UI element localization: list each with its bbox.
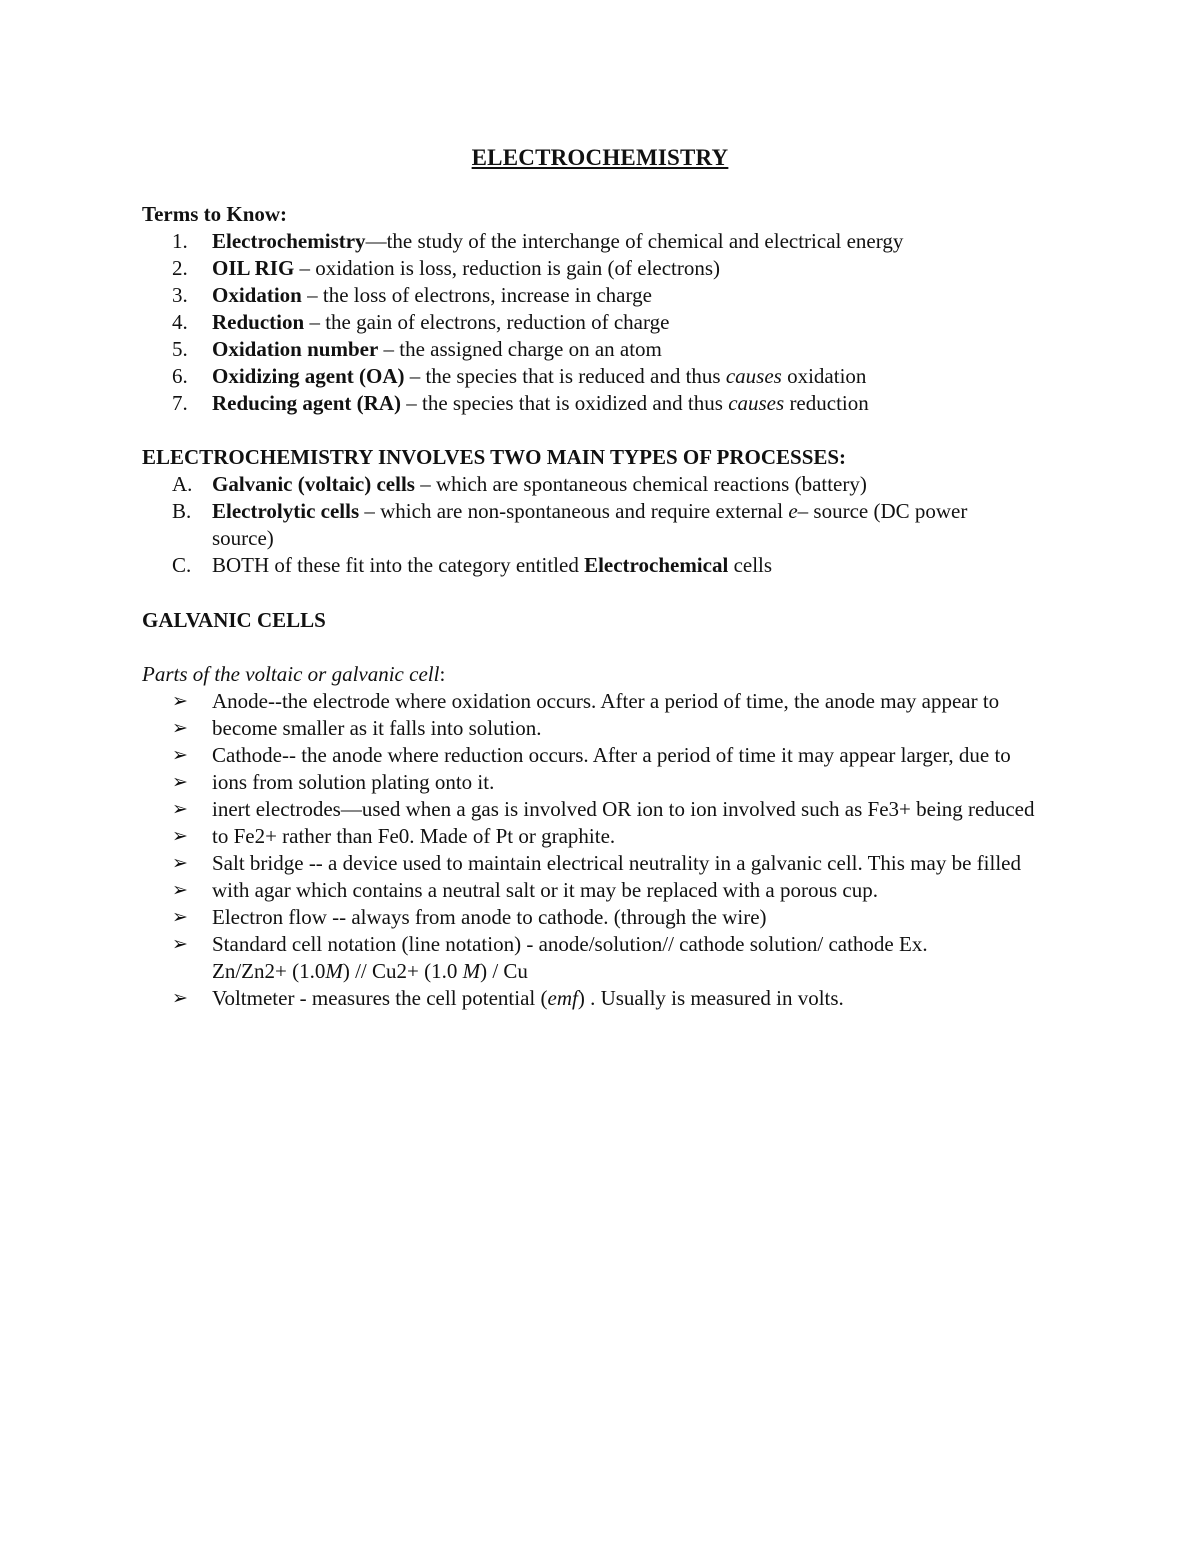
list-item: 1. Electrochemistry—the study of the interchange of chemical and electrical energy [142, 228, 1072, 255]
emphasis: e– [788, 499, 809, 523]
item-number: 1. [172, 229, 188, 253]
list-item: 3. Oxidation – the loss of electrons, increase in charge [142, 282, 1072, 309]
item-number: 7. [172, 391, 188, 415]
terms-section [142, 201, 1072, 417]
arrow-bullet-icon: ➢ [172, 771, 188, 793]
emphasis: causes [725, 364, 782, 388]
item-letter: C. [172, 553, 192, 577]
arrow-bullet-icon: ➢ [172, 798, 188, 820]
term: OIL RIG [212, 256, 295, 280]
term: Oxidizing agent (OA) [212, 364, 405, 388]
definition: – which are spontaneous chemical reactions (battery) [414, 472, 867, 496]
list-item [142, 796, 1072, 823]
term: Reduction [212, 310, 305, 334]
list-item: B. Electrolytic cells – which are non-spontaneous and require external e– source (DC power source) [142, 498, 1072, 552]
list-item [142, 877, 1072, 904]
definition: – which are non-spontaneous and require external [359, 499, 789, 523]
bullet-text: inert electrodes—used when a gas is involved OR ion to ion involved such as Fe3+ being reduced [212, 797, 1035, 821]
term: Reducing agent (RA) [212, 391, 401, 415]
voltmeter-text: Voltmeter - measures the cell potential (emf) . Usually is measured in volts. [212, 986, 844, 1010]
item-letter: B. [172, 499, 192, 523]
list-item [142, 688, 1072, 715]
term: Electrolytic cells [212, 499, 360, 523]
arrow-bullet-icon: ➢ [172, 825, 188, 847]
arrow-bullet-icon: ➢ [172, 879, 188, 901]
list-item [142, 715, 1072, 742]
list-item [142, 769, 1072, 796]
bullet-text: with agar which contains a neutral salt or it may be replaced with a porous cup. [212, 878, 878, 902]
bullet-text: ions from solution plating onto it. [212, 770, 495, 794]
list-item [142, 904, 1072, 931]
processes-heading: ELECTROCHEMISTRY INVOLVES TWO MAIN TYPES OF PROCESSES: [142, 445, 847, 469]
list-item: 5. Oxidation number – the assigned charge on an atom [142, 336, 1072, 363]
definition: the assigned charge on an atom [399, 337, 662, 361]
notation-line: Standard cell notation (line notation) - anode/solution// cathode solution/ cathode Ex. [212, 932, 928, 956]
terms-heading: Terms to Know: [142, 202, 288, 226]
definition: the species that is oxidized and thus [422, 391, 729, 415]
list-item [142, 985, 1072, 1012]
page-title: ELECTROCHEMISTRY [471, 145, 729, 170]
bullet-text: become smaller as it falls into solution. [212, 716, 542, 740]
bullet-list [142, 688, 1072, 931]
term: Oxidation [212, 283, 302, 307]
arrow-bullet-icon: ➢ [172, 987, 188, 1009]
list-item [142, 931, 1072, 985]
item-number: 3. [172, 283, 188, 307]
arrow-bullet-icon: ➢ [172, 717, 188, 739]
processes-section [142, 444, 1072, 579]
bullet-text: Anode--the electrode where oxidation occurs. After a period of time, the anode may appear to [212, 689, 1000, 713]
arrow-bullet-icon: ➢ [172, 852, 188, 874]
list-item: 7. Reducing agent (RA) – the species that is oxidized and thus causes reduction [142, 390, 1072, 417]
list-item [142, 850, 1072, 877]
definition: the study of the interchange of chemical and electrical energy [386, 229, 904, 253]
bullet-text: Cathode-- the anode where reduction occurs. After a period of time it may appear larger, due to [212, 743, 1011, 767]
bullet-text: Salt bridge -- a device used to maintain electrical neutrality in a galvanic cell. This may be filled [212, 851, 1021, 875]
list-item: 4. Reduction – the gain of electrons, reduction of charge [142, 309, 1072, 336]
list-item [142, 471, 1072, 498]
galvanic-heading: GALVANIC CELLS [142, 608, 326, 632]
emphasis: causes [728, 391, 785, 415]
item-number: 5. [172, 337, 188, 361]
parts-label: Parts of the voltaic or galvanic cell: [142, 662, 446, 686]
definition: the loss of electrons, increase in charge [322, 283, 652, 307]
definition: the gain of electrons, reduction of charge [325, 310, 670, 334]
list-item: C. BOTH of these fit into the category entitled Electrochemical cells [142, 552, 1072, 579]
bullet-text: Electron flow -- always from anode to cathode. (through the wire) [212, 905, 767, 929]
item-number: 4. [172, 310, 188, 334]
arrow-bullet-icon: ➢ [172, 744, 188, 766]
definition: oxidation is loss, reduction is gain (of electrons) [315, 256, 721, 280]
arrow-bullet-icon: ➢ [172, 933, 188, 955]
item-number: 6. [172, 364, 188, 388]
list-item: 6. Oxidizing agent (OA) – the species that is reduced and thus causes oxidation [142, 363, 1072, 390]
term: Galvanic (voltaic) cells [212, 472, 415, 496]
list-item [142, 742, 1072, 769]
arrow-bullet-icon: ➢ [172, 906, 188, 928]
bullet-text: to Fe2+ rather than Fe0. Made of Pt or graphite. [212, 824, 616, 848]
term: Oxidation number [212, 337, 379, 361]
list-item [142, 823, 1072, 850]
item-letter: A. [172, 472, 193, 496]
notation-example: Zn/Zn2+ (1.0M) // Cu2+ (1.0 M) / Cu [212, 959, 528, 983]
item-number: 2. [172, 256, 188, 280]
term: Electrochemical [584, 553, 729, 577]
term: Electrochemistry [212, 229, 366, 253]
list-item: 2. OIL RIG – oxidation is loss, reduction is gain (of electrons) [142, 255, 1072, 282]
galvanic-section [142, 607, 1072, 1012]
definition: the species that is reduced and thus [425, 364, 726, 388]
arrow-bullet-icon: ➢ [172, 690, 188, 712]
